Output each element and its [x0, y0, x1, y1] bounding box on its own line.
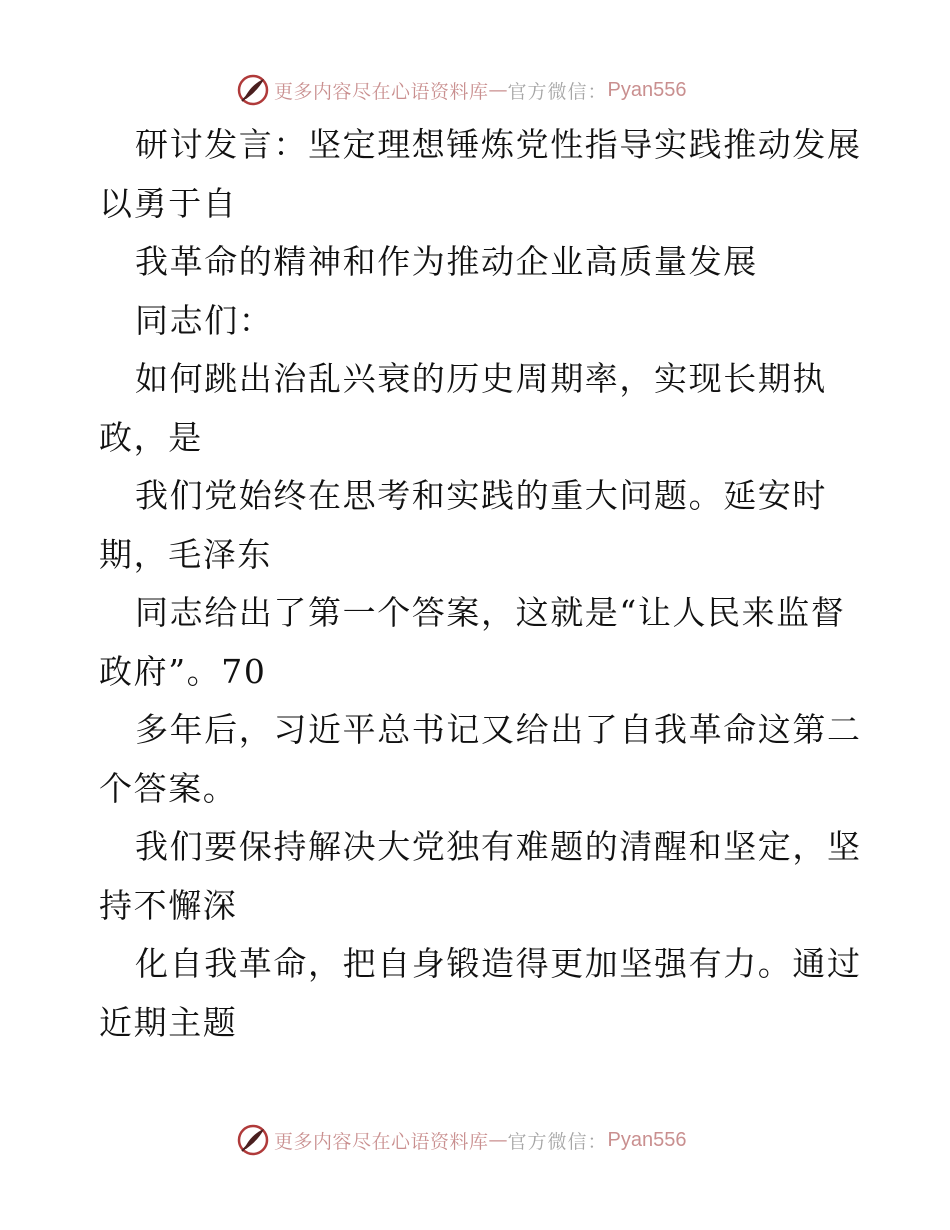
feather-pen-logo-icon: [236, 73, 270, 107]
text-line: 同志给出了第一个答案，这就是“让人民来监督: [135, 593, 846, 632]
text-line: 我们要保持解决大党独有难题的清醒和坚定，坚: [135, 827, 862, 866]
text-line: 政府”。70: [99, 651, 267, 691]
text-line: 研讨发言：坚定理想锤炼党性指导实践推动发展: [135, 125, 862, 164]
text-line: 我们党始终在思考和实践的重大问题。延安时: [135, 476, 827, 515]
text-line: 期，毛泽东: [99, 534, 272, 574]
text-line: 政，是: [99, 417, 203, 457]
watermark-separator: —: [488, 79, 508, 101]
header-watermark: [236, 72, 687, 108]
watermark-brand-text: 更多内容尽在心语资料库: [274, 80, 489, 103]
text-line: 个答案。: [99, 768, 238, 808]
watermark-separator: —: [488, 1129, 508, 1151]
text-line: 如何跳出治乱兴衰的历史周期率，实现长期执: [135, 359, 827, 398]
watermark-brand-text: 更多内容尽在心语资料库: [274, 1130, 489, 1153]
watermark-official-label: 官方微信：: [507, 80, 608, 103]
text-line: 我革命的精神和作为推动企业高质量发展: [135, 242, 758, 281]
watermark-official-label: 官方微信：: [507, 1130, 608, 1153]
text-line: 持不懈深: [99, 885, 238, 925]
footer-watermark: [236, 1122, 687, 1158]
text-line: 以勇于自: [99, 183, 238, 223]
document-body: [99, 116, 862, 1052]
text-line: 同志们：: [135, 300, 274, 340]
text-line: 多年后，习近平总书记又给出了自我革命这第二: [135, 710, 862, 749]
text-line: 近期主题: [99, 1002, 238, 1042]
watermark-account-id: Pyan556: [607, 1128, 687, 1151]
text-line: 化自我革命，把自身锻造得更加坚强有力。通过: [135, 944, 862, 983]
watermark-account-id: Pyan556: [607, 78, 687, 101]
feather-pen-logo-icon: [236, 1123, 270, 1157]
